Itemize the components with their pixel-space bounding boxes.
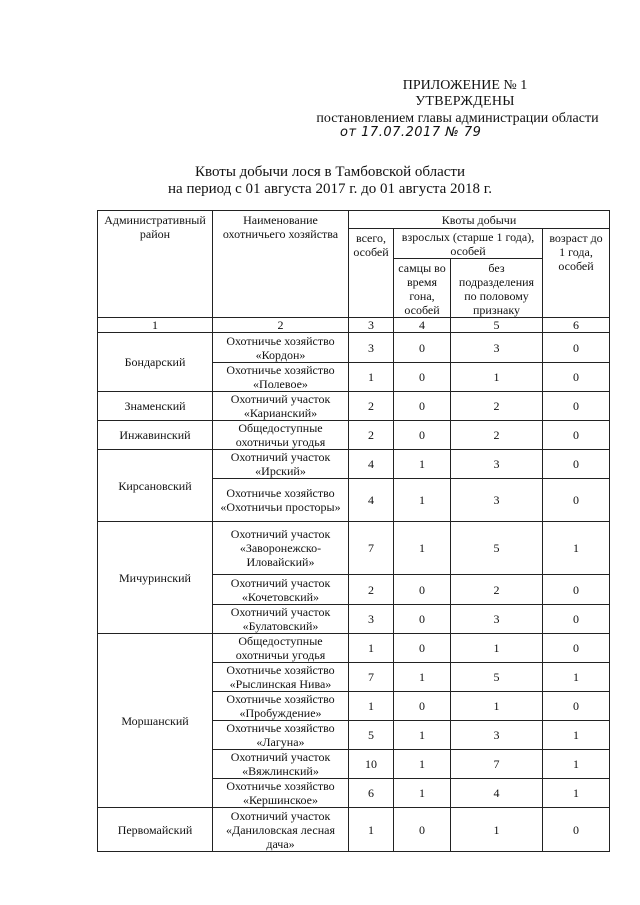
nosex-cell: 3 (451, 479, 543, 522)
young-cell: 0 (543, 479, 610, 522)
total-cell: 1 (349, 808, 394, 852)
young-cell: 0 (543, 333, 610, 363)
table-row (98, 392, 610, 421)
farm-cell: Охотничий участок «Даниловская лесная дача» (213, 808, 349, 852)
total-cell: 1 (349, 692, 394, 721)
column-number: 3 (349, 318, 394, 333)
males-cell: 1 (394, 779, 451, 808)
total-cell: 6 (349, 779, 394, 808)
nosex-cell: 3 (451, 721, 543, 750)
males-cell: 1 (394, 721, 451, 750)
header-district: Административный район (98, 211, 213, 318)
header-adults: взрослых (старше 1 года), особей (394, 229, 543, 259)
table-row (98, 333, 610, 363)
column-number: 5 (451, 318, 543, 333)
young-cell: 1 (543, 721, 610, 750)
district-cell: Бондарский (98, 333, 213, 392)
farm-cell: Охотничье хозяйство «Охотничьи просторы» (213, 479, 349, 522)
nosex-cell: 7 (451, 750, 543, 779)
total-cell: 4 (349, 479, 394, 522)
column-number-row (98, 318, 610, 333)
males-cell: 0 (394, 363, 451, 392)
total-cell: 4 (349, 450, 394, 479)
young-cell: 1 (543, 663, 610, 692)
males-cell: 0 (394, 634, 451, 663)
table-row (98, 450, 610, 479)
nosex-cell: 2 (451, 575, 543, 605)
nosex-cell: 1 (451, 808, 543, 852)
young-cell: 0 (543, 634, 610, 663)
total-cell: 7 (349, 663, 394, 692)
nosex-cell: 1 (451, 363, 543, 392)
total-cell: 10 (349, 750, 394, 779)
document-period: на период с 01 августа 2017 г. до 01 августа 2018 г. (168, 181, 492, 197)
farm-cell: Охотничье хозяйство «Лагуна» (213, 721, 349, 750)
district-cell: Инжавинский (98, 421, 213, 450)
header-quotas: Квоты добычи (349, 211, 610, 229)
district-cell: Кирсановский (98, 450, 213, 522)
farm-cell: Охотничий участок «Карианский» (213, 392, 349, 421)
young-cell: 1 (543, 750, 610, 779)
nosex-cell: 3 (451, 333, 543, 363)
quota-table-body (98, 211, 610, 852)
handwritten-date-number: от 17.07.2017 № 79 (340, 125, 482, 140)
column-number: 4 (394, 318, 451, 333)
total-cell: 1 (349, 363, 394, 392)
nosex-cell: 2 (451, 421, 543, 450)
nosex-cell: 1 (451, 692, 543, 721)
approved-label: УТВЕРЖДЕНЫ (415, 94, 515, 109)
young-cell: 1 (543, 779, 610, 808)
document-title: Квоты добычи лося в Тамбовской области (195, 164, 465, 180)
header-males: самцы во время гона, особей (394, 259, 451, 318)
young-cell: 0 (543, 392, 610, 421)
young-cell: 0 (543, 692, 610, 721)
nosex-cell: 4 (451, 779, 543, 808)
nosex-cell: 2 (451, 392, 543, 421)
total-cell: 3 (349, 333, 394, 363)
appendix-number: ПРИЛОЖЕНИЕ № 1 (402, 78, 528, 93)
farm-cell: Охотничий участок «Булатовский» (213, 605, 349, 634)
header-total: всего, особей (349, 229, 394, 318)
header-nosex: без подразделения по половому признаку (451, 259, 543, 318)
table-row (98, 808, 610, 852)
nosex-cell: 1 (451, 634, 543, 663)
district-cell: Первомайский (98, 808, 213, 852)
males-cell: 1 (394, 450, 451, 479)
males-cell: 0 (394, 605, 451, 634)
males-cell: 1 (394, 663, 451, 692)
total-cell: 2 (349, 392, 394, 421)
total-cell: 2 (349, 575, 394, 605)
farm-cell: Охотничье хозяйство «Пробуждение» (213, 692, 349, 721)
district-cell: Знаменский (98, 392, 213, 421)
total-cell: 3 (349, 605, 394, 634)
males-cell: 0 (394, 392, 451, 421)
column-number: 6 (543, 318, 610, 333)
decree-line: постановлением главы администрации области (316, 111, 599, 126)
column-number: 1 (98, 318, 213, 333)
table-row (98, 634, 610, 663)
farm-cell: Охотничье хозяйство «Полевое» (213, 363, 349, 392)
farm-cell: Охотничий участок «Заворонежско-Иловайский» (213, 522, 349, 575)
males-cell: 0 (394, 808, 451, 852)
farm-cell: Охотничье хозяйство «Рыслинская Нива» (213, 663, 349, 692)
nosex-cell: 3 (451, 605, 543, 634)
total-cell: 1 (349, 634, 394, 663)
young-cell: 0 (543, 363, 610, 392)
district-cell: Моршанский (98, 634, 213, 808)
young-cell: 0 (543, 450, 610, 479)
young-cell: 0 (543, 808, 610, 852)
farm-cell: Охотничье хозяйство «Кордон» (213, 333, 349, 363)
farm-cell: Охотничье хозяйство «Кершинское» (213, 779, 349, 808)
males-cell: 0 (394, 692, 451, 721)
header-young: возраст до 1 года, особей (543, 229, 610, 318)
young-cell: 1 (543, 522, 610, 575)
column-number: 2 (213, 318, 349, 333)
farm-cell: Охотничий участок «Кочетовский» (213, 575, 349, 605)
total-cell: 7 (349, 522, 394, 575)
males-cell: 0 (394, 575, 451, 605)
young-cell: 0 (543, 421, 610, 450)
table-row (98, 522, 610, 575)
young-cell: 0 (543, 575, 610, 605)
farm-cell: Общедоступные охотничьи угодья (213, 421, 349, 450)
header-farm: Наименование охотничьего хозяйства (213, 211, 349, 318)
males-cell: 0 (394, 333, 451, 363)
farm-cell: Общедоступные охотничьи угодья (213, 634, 349, 663)
farm-cell: Охотничий участок «Вяжлинский» (213, 750, 349, 779)
total-cell: 5 (349, 721, 394, 750)
total-cell: 2 (349, 421, 394, 450)
nosex-cell: 3 (451, 450, 543, 479)
young-cell: 0 (543, 605, 610, 634)
males-cell: 1 (394, 522, 451, 575)
district-cell: Мичуринский (98, 522, 213, 634)
males-cell: 1 (394, 479, 451, 522)
quota-table (97, 210, 610, 852)
farm-cell: Охотничий участок «Ирский» (213, 450, 349, 479)
nosex-cell: 5 (451, 663, 543, 692)
table-row (98, 421, 610, 450)
nosex-cell: 5 (451, 522, 543, 575)
males-cell: 1 (394, 750, 451, 779)
males-cell: 0 (394, 421, 451, 450)
